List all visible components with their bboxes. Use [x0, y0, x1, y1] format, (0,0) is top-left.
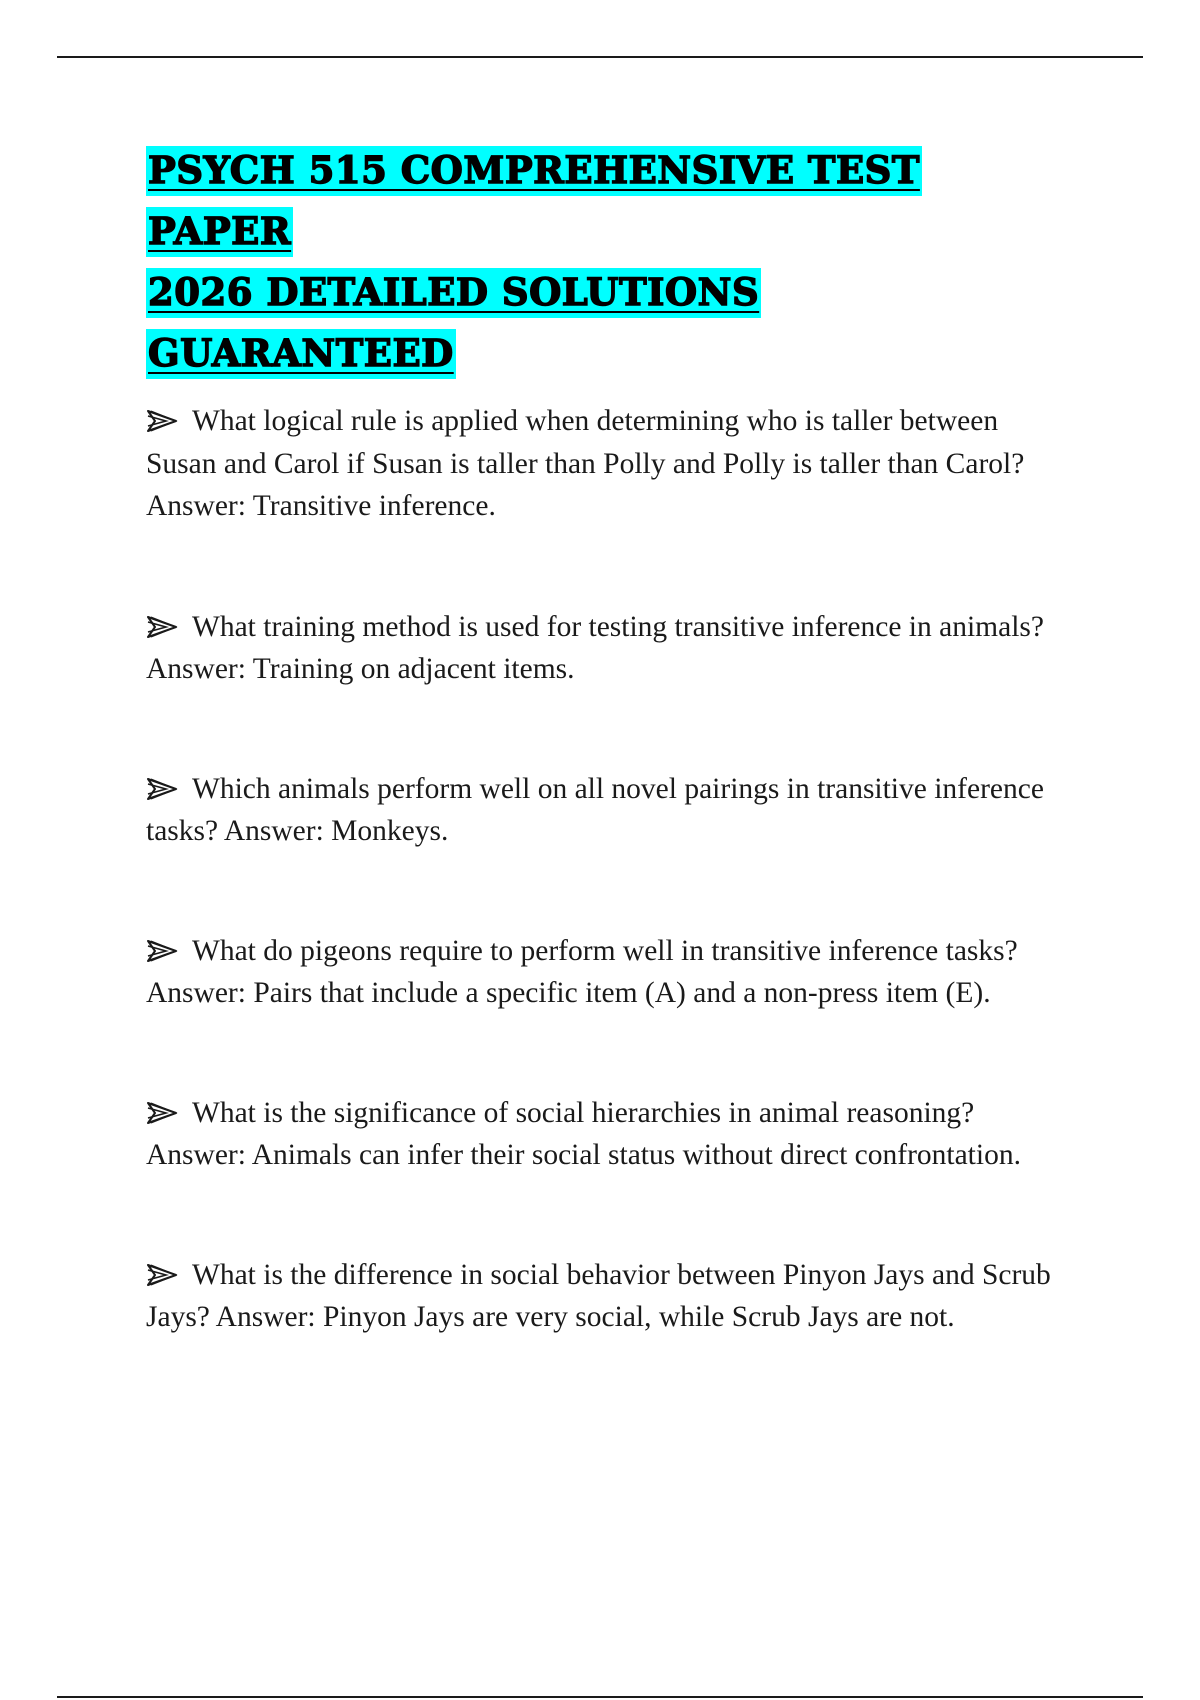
qa-text: What is the difference in social behavior between Pinyon Jays and Scrub Jays? Answer: Pinyon Jays are very social, while Scrub Jays are not.	[146, 1258, 1051, 1333]
triple-arrowhead-icon	[146, 409, 178, 433]
list-item	[146, 1254, 1066, 1339]
triple-arrowhead-icon	[146, 777, 178, 801]
header-rule	[57, 56, 1143, 58]
qa-text: What training method is used for testing transitive inference in animals? Answer: Training on adjacent items.	[146, 610, 1044, 685]
list-item	[146, 1092, 1066, 1177]
triple-arrowhead-icon	[146, 1101, 178, 1125]
qa-text: What is the significance of social hierarchies in animal reasoning? Answer: Animals can infer their social status without direct confrontation.	[146, 1096, 1021, 1171]
list-item	[146, 606, 1066, 691]
list-item	[146, 400, 1066, 528]
title-line-2: 2026 DETAILED SOLUTIONS GUARANTEED	[146, 268, 761, 379]
list-item	[146, 768, 1066, 853]
page-title	[146, 140, 1066, 384]
triple-arrowhead-icon	[146, 1263, 178, 1287]
triple-arrowhead-icon	[146, 615, 178, 639]
title-line-1: PSYCH 515 COMPREHENSIVE TEST PAPER	[146, 146, 922, 257]
list-item	[146, 930, 1066, 1015]
qa-text: What do pigeons require to perform well in transitive inference tasks? Answer: Pairs that include a specific item (A) and a non-press item (E).	[146, 934, 1018, 1009]
qa-text: Which animals perform well on all novel pairings in transitive inference tasks? Answer: Monkeys.	[146, 772, 1044, 847]
triple-arrowhead-icon	[146, 939, 178, 963]
qa-list	[146, 400, 1066, 1339]
qa-text: What logical rule is applied when determining who is taller between Susan and Carol if Susan is taller than Polly and Polly is taller than Carol? Answer: Transitive inference.	[146, 405, 1025, 522]
footer-rule	[57, 1696, 1143, 1698]
